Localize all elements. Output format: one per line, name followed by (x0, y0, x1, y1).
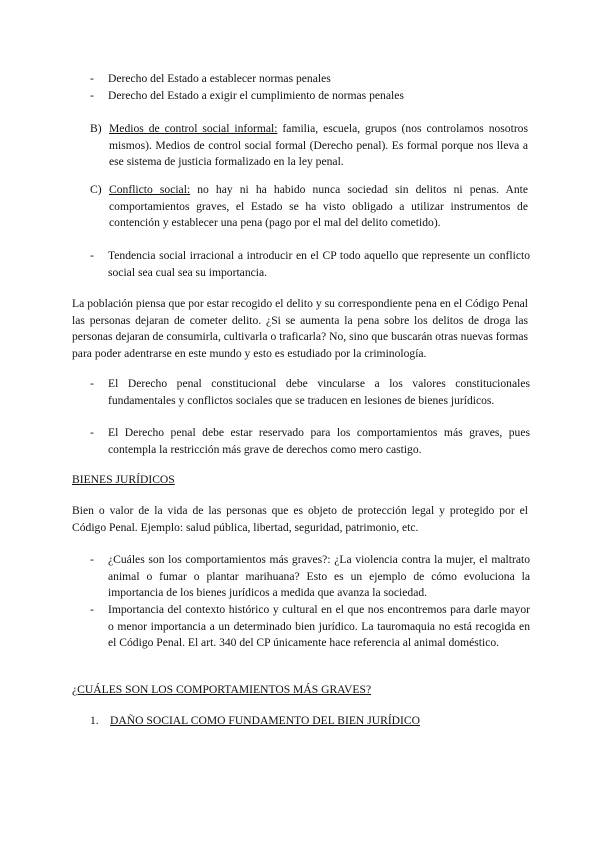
list-item-text: Derecho del Estado a exigir el cumplimiento de normas penales (108, 89, 404, 102)
list-item (90, 425, 530, 458)
lettered-item-text (109, 121, 528, 171)
heading-text: DAÑO SOCIAL COMO FUNDAMENTO DEL BIEN JURÍDICO (110, 714, 421, 727)
numbered-heading (90, 713, 420, 730)
list-item (90, 376, 530, 409)
dash-bullet: - (90, 377, 94, 390)
dash-bullet: - (90, 603, 94, 616)
list-item-text: Importancia del contexto histórico y cultural en el que nos encontremos para darle mayor o menor importancia a un determinado bien jurídico. La tauromaquia no está recogida en el Código Penal. El art. 340 del CP únicamente hace referencia al animal doméstico. (108, 603, 530, 649)
body-paragraph: La población piensa que por estar recogido el delito y su correspondiente pena en el Código Penal las personas dejaran de cometer delito. ¿Si se aumenta la pena sobre los delitos de droga las personas dejaran de consumirla, cultivarla o traficarla? No, sino que buscarán otras nuevas formas para poder adentrarse en este mundo y esto es estudiado por la criminología. (72, 297, 528, 360)
lettered-item-text (109, 182, 528, 232)
body-paragraph: Bien o valor de la vida de las personas que es objeto de protección legal y protegido por el Código Penal. Ejemplo: salud pública, libertad, seguridad, patrimonio, etc. (72, 504, 528, 534)
dash-bullet: - (90, 249, 94, 262)
section-heading-graves: ¿CUÁLES SON LOS COMPORTAMIENTOS MÁS GRAVES? (72, 683, 372, 696)
list-item-text: Derecho del Estado a establecer normas penales (108, 72, 331, 85)
item-term: Medios de control social informal: (109, 122, 278, 135)
list-item (90, 602, 530, 652)
list-item (90, 248, 530, 281)
list-item (90, 552, 530, 602)
dash-bullet: - (90, 89, 94, 102)
lettered-item-b (90, 121, 528, 171)
list-item-text: El Derecho penal debe estar reservado para los comportamientos más graves, pues contempla la restricción más grave de derechos como mero castigo. (108, 426, 530, 456)
list-item (90, 71, 530, 88)
item-letter: C) (90, 183, 102, 196)
item-description: no hay ni ha habido nunca sociedad sin delitos ni penas. Ante comportamientos graves, el Estado se ha visto obligado a utilizar instrumentos de contención y establecer una pena (pago por el mal del delito cometido). (109, 183, 528, 229)
section-heading-bienes: BIENES JURÍDICOS (72, 473, 175, 486)
dash-bullet: - (90, 553, 94, 566)
list-item-text: El Derecho penal constitucional debe vincularse a los valores constitucionales fundamentales y conflictos sociales que se traducen en lesiones de bienes jurídicos. (108, 377, 530, 407)
item-description: familia, escuela, grupos (nos controlamos nosotros mismos). Medios de control social formal (Derecho penal). Es formal porque nos lleva a ese sistema de justicia formalizado en la ley penal. (109, 122, 528, 168)
list-item (90, 88, 530, 105)
heading-number: 1. (90, 714, 99, 727)
dash-bullet: - (90, 72, 94, 85)
item-letter: B) (90, 122, 102, 135)
item-term: Conflicto social: (109, 183, 191, 196)
dash-bullet: - (90, 426, 94, 439)
list-item-text: ¿Cuáles son los comportamientos más graves?: ¿La violencia contra la mujer, el maltrato animal o fumar o plantar marihuana? Esto es un ejemplo de cómo evoluciona la importancia de los bienes jurídicos a medida que avanza la sociedad. (108, 553, 530, 599)
lettered-item-c (90, 182, 528, 232)
list-item-text: Tendencia social irracional a introducir en el CP todo aquello que represente un conflicto social sea cual sea su importancia. (108, 249, 530, 279)
